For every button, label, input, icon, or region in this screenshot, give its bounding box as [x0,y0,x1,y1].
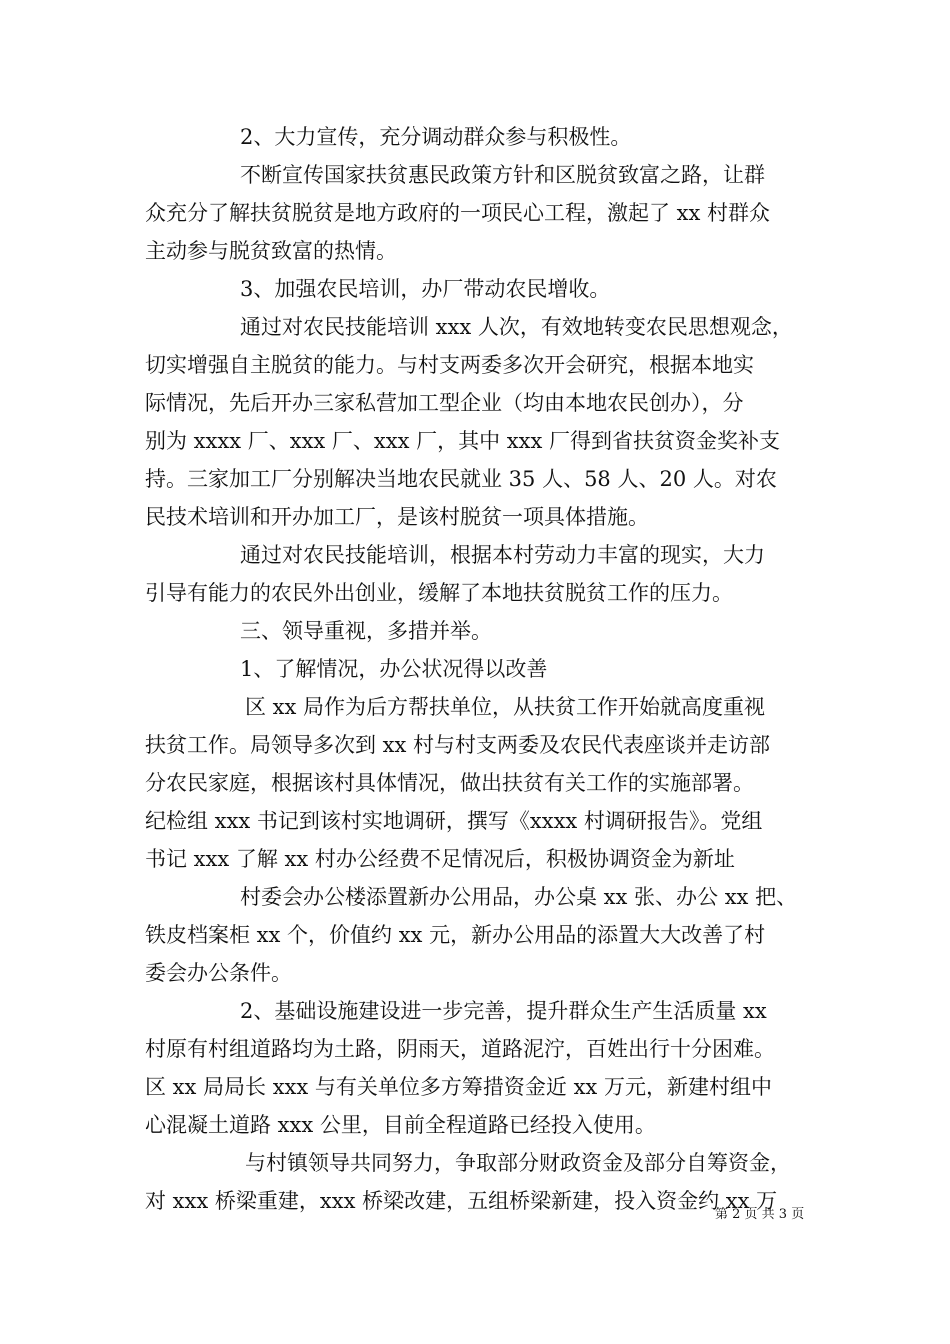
paragraph-line: 分农民家庭，根据该村具体情况，做出扶贫有关工作的实施部署。 [145,771,754,795]
paragraph-line: 持。三家加工厂分别解决当地农民就业 35 人、58 人、20 人。对农 [145,467,777,491]
paragraph-line: 切实增强自主脱贫的能力。与村支两委多次开会研究，根据本地实 [145,353,754,377]
section-heading: 1、了解情况，办公状况得以改善 [240,657,548,681]
paragraph-line: 通过对农民技能培训 xxx 人次，有效地转变农民思想观念， [240,315,793,339]
paragraph-line: 民技术培训和开办加工厂，是该村脱贫一项具体措施。 [145,505,649,529]
paragraph-line: 委会办公条件。 [145,961,292,985]
section-heading: 2、大力宣传，充分调动群众参与积极性。 [240,125,632,149]
paragraph-line: 村委会办公楼添置新办公用品，办公桌 xx 张、办公 xx 把、 [240,885,798,909]
paragraph-line: 通过对农民技能培训，根据本村劳动力丰富的现实，大力 [240,543,765,567]
paragraph-line: 对 xxx 桥梁重建，xxx 桥梁改建，五组桥梁新建，投入资金约 xx 万 [145,1189,778,1213]
paragraph-line: 扶贫工作。局领导多次到 xx 村与村支两委及农民代表座谈并走访部 [145,733,771,757]
body-text [145,118,810,1220]
paragraph-line: 心混凝土道路 xxx 公里，目前全程道路已经投入使用。 [145,1113,656,1137]
paragraph-line: 区 xx 局作为后方帮扶单位，从扶贫工作开始就高度重视 [245,695,766,719]
paragraph-line: 区 xx 局局长 xxx 与有关单位多方筹措资金近 xx 万元，新建村组中 [145,1075,772,1099]
paragraph-line: 铁皮档案柜 xx 个，价值约 xx 元，新办公用品的添置大大改善了村 [145,923,766,947]
page-number-footer: 第 2 页 共 3 页 [715,1207,805,1222]
paragraph-line: 众充分了解扶贫脱贫是地方政府的一项民心工程，激起了 xx 村群众 [145,201,771,225]
paragraph-line: 不断宣传国家扶贫惠民政策方针和区脱贫致富之路，让群 [240,163,765,187]
section-heading: 3、加强农民培训，办厂带动农民增收。 [240,277,611,301]
paragraph-line: 主动参与脱贫致富的热情。 [145,239,397,263]
paragraph-line: 际情况，先后开办三家私营加工型企业（均由本地农民创办），分 [145,391,744,415]
paragraph-line: 村原有村组道路均为土路，阴雨天，道路泥泞，百姓出行十分困难。 [145,1037,775,1061]
paragraph-line: 纪检组 xxx 书记到该村实地调研，撰写《xxxx 村调研报告》。党组 [145,809,763,833]
paragraph-line: 与村镇领导共同努力，争取部分财政资金及部分自筹资金， [245,1151,791,1175]
paragraph-line: 书记 xxx 了解 xx 村办公经费不足情况后，积极协调资金为新址 [145,847,735,871]
paragraph-line: 别为 xxxx 厂、xxx 厂、xxx 厂，其中 xxx 厂得到省扶贫资金奖补支 [145,429,781,453]
paragraph-line: 引导有能力的农民外出创业，缓解了本地扶贫脱贫工作的压力。 [145,581,733,605]
section-heading: 2、基础设施建设进一步完善，提升群众生产生活质量 xx [240,999,767,1023]
section-heading: 三、领导重视，多措并举。 [240,619,492,643]
